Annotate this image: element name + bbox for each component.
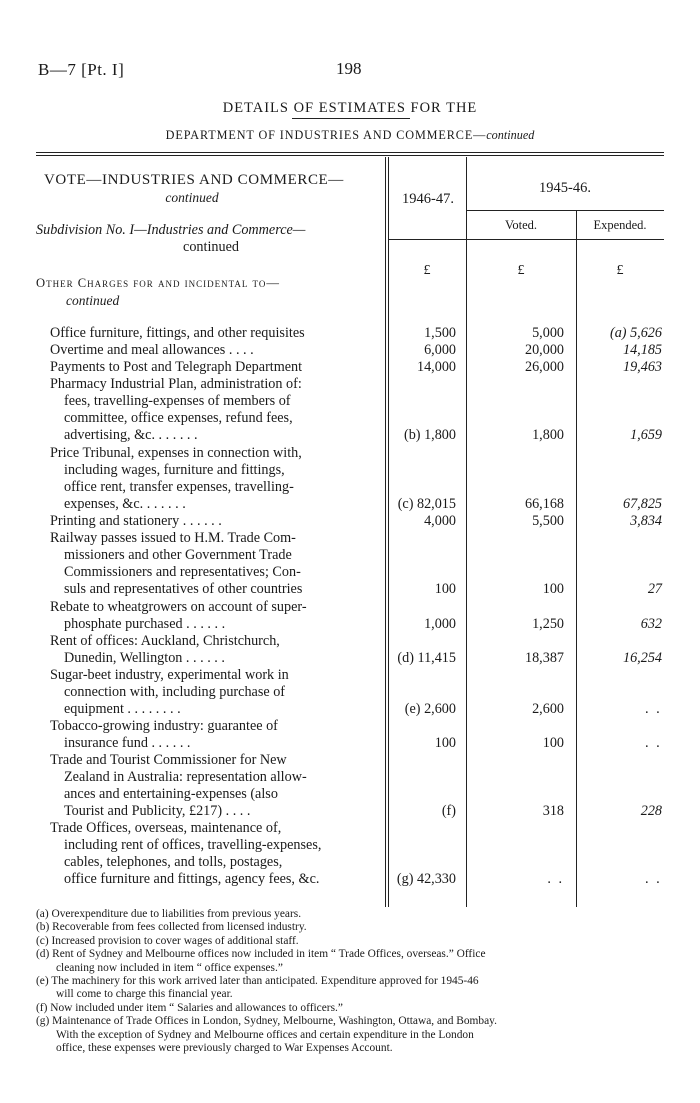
- footnote-line: (d) Rent of Sydney and Melbourne offices now included in item “ Trade Offices, overseas.” Office: [36, 948, 486, 961]
- description-line: Railway passes issued to H.M. Trade Com-: [50, 530, 296, 546]
- estimate-value: 100: [434, 735, 456, 752]
- currency-symbol-3: £: [616, 263, 624, 278]
- description-line: Rebate to wheatgrowers on account of super-: [50, 599, 307, 615]
- department-suffix: continued: [486, 128, 535, 142]
- description-line: Price Tribunal, expenses in connection with,: [50, 445, 302, 461]
- header-bottom-rule: [388, 239, 664, 240]
- expended-value: . .: [645, 701, 662, 718]
- footnote-line: (g) Maintenance of Trade Offices in London, Sydney, Melbourne, Washington, Ottawa, and Bombay.: [36, 1015, 497, 1028]
- col-header-1946-47: 1946-47.: [402, 191, 454, 207]
- currency-symbol-1: £: [423, 263, 431, 278]
- estimate-value: 14,000: [416, 359, 456, 375]
- currency-symbol-2: £: [517, 263, 525, 278]
- voted-value: 26,000: [524, 359, 564, 375]
- col-header-expended: Expended.: [593, 218, 647, 232]
- description-line: missioners and other Government Trade: [64, 547, 292, 564]
- table-row-description: [50, 325, 374, 342]
- expended-value: 632: [640, 616, 662, 633]
- footnote-line: (e) The machinery for this work arrived later than anticipated. Expenditure approved for 1945-46: [36, 975, 479, 988]
- column-divider-3: [576, 210, 577, 907]
- description-line: office furniture and fittings, agency fees, &c.: [64, 871, 320, 888]
- expended-value: 1,659: [630, 427, 662, 444]
- voted-value: . .: [547, 871, 564, 888]
- description-line: Tobacco-growing industry: guarantee of: [50, 718, 278, 734]
- description-line: connection with, including purchase of: [64, 684, 286, 701]
- description-line: equipment . . . . . . . .: [64, 701, 181, 718]
- table-row-description: [50, 342, 374, 359]
- description-line: office rent, transfer expenses, travelling-: [64, 479, 294, 496]
- description-line: insurance fund . . . . . .: [64, 735, 191, 752]
- description-line: Sugar-beet industry, experimental work in: [50, 667, 289, 683]
- expended-value: 3,834: [630, 513, 662, 529]
- description-line: Overtime and meal allowances . . . .: [50, 342, 254, 358]
- footnote-line: With the exception of Sydney and Melbourne offices and certain expenditure in the London: [56, 1028, 474, 1041]
- footnote-line: (a) Overexpenditure due to liabilities from previous years.: [36, 908, 302, 920]
- estimate-value: (d) 11,415: [397, 650, 456, 667]
- voted-value: 2,600: [532, 701, 564, 718]
- estimate-value: 1,000: [424, 616, 456, 633]
- page-code: B—7 [Pt. I]: [38, 60, 125, 79]
- estimate-value: (e) 2,600: [404, 701, 456, 718]
- expended-value: 19,463: [622, 359, 662, 375]
- voted-value: 100: [542, 735, 564, 752]
- page-title: DETAILS OF ESTIMATES FOR THE: [222, 100, 478, 116]
- footnotes: [36, 908, 672, 1055]
- voted-value: 5,500: [532, 513, 564, 529]
- year-group-rule: [466, 210, 664, 211]
- description-line: expenses, &c. . . . . . .: [64, 496, 186, 513]
- description-line: Pharmacy Industrial Plan, administration of:: [50, 376, 302, 392]
- description-line: Dunedin, Wellington . . . . . .: [64, 650, 225, 667]
- description-line: including rent of offices, travelling-expenses,: [64, 837, 322, 854]
- expended-value: . .: [645, 871, 662, 888]
- footnote-line: cleaning now included in item “ office expenses.”: [56, 961, 283, 974]
- description-line: Commissioners and representatives; Con-: [64, 564, 301, 581]
- description-line: Zealand in Australia: representation allow-: [64, 769, 307, 786]
- description-line: Trade and Tourist Commissioner for New: [50, 752, 287, 768]
- footnote-line: (f) Now included under item “ Salaries and allowances to officers.”: [36, 1001, 343, 1014]
- description-line: Office furniture, fittings, and other requisites: [50, 325, 305, 341]
- estimate-value: (f): [441, 803, 456, 820]
- description-line: advertising, &c. . . . . . .: [64, 427, 198, 444]
- col-group-header-1945-46: 1945-46.: [539, 180, 591, 196]
- estimate-value: 4,000: [424, 513, 456, 529]
- table-row-description: [50, 359, 374, 376]
- footnote-line: (b) Recoverable from fees collected from licensed industry.: [36, 921, 307, 934]
- estimate-value: (g) 42,330: [396, 871, 456, 888]
- voted-value: 18,387: [524, 650, 564, 667]
- estimate-value: 1,500: [424, 325, 456, 341]
- col-header-voted: Voted.: [504, 218, 538, 232]
- department-name: DEPARTMENT OF INDUSTRIES AND COMMERCE—: [165, 128, 487, 142]
- description-line: committee, office expenses, refund fees,: [64, 410, 293, 427]
- footnote-line: office, these expenses were previously charged to War Expenses Account.: [56, 1042, 393, 1055]
- voted-value: 20,000: [524, 342, 564, 358]
- table-top-rule: [36, 152, 664, 153]
- table-row-description: [50, 667, 374, 718]
- subdivision-label: Subdivision No. I—Industries and Commerce—: [36, 222, 306, 238]
- estimate-value: 6,000: [424, 342, 456, 358]
- vote-title: VOTE—INDUSTRIES AND COMMERCE—: [44, 172, 344, 188]
- estimate-value: (b) 1,800: [403, 427, 456, 444]
- table-row-description: [50, 599, 374, 633]
- table-row-description: [50, 752, 374, 820]
- description-line: cables, telephones, and tolls, postages,: [64, 854, 283, 871]
- description-line: phosphate purchased . . . . . .: [64, 616, 226, 633]
- voted-value: 318: [542, 803, 564, 820]
- table-row-description: [50, 718, 374, 752]
- charges-label: Other Charges for and incidental to—: [36, 276, 280, 290]
- description-line: Printing and stationery . . . . . .: [50, 513, 222, 529]
- footnote-line: will come to charge this financial year.: [56, 988, 233, 1001]
- expended-value: 14,185: [622, 342, 662, 358]
- voted-value: 5,000: [532, 325, 564, 341]
- table-row-description: [50, 530, 374, 598]
- expended-value: 228: [640, 803, 662, 820]
- expended-value: 27: [647, 581, 662, 598]
- estimate-value: 100: [434, 581, 456, 598]
- table-row-description: [50, 633, 374, 667]
- voted-value: 1,800: [532, 427, 564, 444]
- table-row-description: [50, 513, 374, 530]
- expended-value: . .: [645, 735, 662, 752]
- vote-title-suffix: continued: [165, 190, 219, 205]
- expended-value: 16,254: [622, 650, 662, 667]
- expended-value: (a) 5,626: [609, 325, 662, 341]
- description-line: including wages, furniture and fittings,: [64, 462, 285, 479]
- description-line: fees, travelling-expenses of members of: [64, 393, 291, 410]
- voted-value: 66,168: [524, 496, 564, 513]
- description-line: suls and representatives of other countries: [64, 581, 303, 598]
- description-line: Payments to Post and Telegraph Department: [50, 359, 303, 375]
- description-line: Tourist and Publicity, £217) . . . .: [64, 803, 251, 820]
- subdivision-suffix: continued: [183, 239, 239, 255]
- description-line: Rent of offices: Auckland, Christchurch,: [50, 633, 280, 649]
- table-top-rule-2: [36, 155, 664, 156]
- department-heading: [0, 128, 700, 143]
- estimate-value: (c) 82,015: [397, 496, 456, 513]
- table-row-description: [50, 445, 374, 513]
- charges-suffix: continued: [66, 293, 120, 308]
- column-divider-1: [385, 157, 386, 907]
- description-line: Trade Offices, overseas, maintenance of,: [50, 820, 282, 836]
- table-row-description: [50, 376, 374, 444]
- table-row-description: [50, 820, 374, 888]
- title-rule: [292, 118, 410, 119]
- footnote-line: (c) Increased provision to cover wages of additional staff.: [36, 934, 299, 947]
- description-line: ances and entertaining-expenses (also: [64, 786, 278, 803]
- expended-value: 67,825: [622, 496, 662, 513]
- voted-value: 100: [542, 581, 564, 598]
- voted-value: 1,250: [532, 616, 564, 633]
- page-number: 198: [336, 59, 362, 78]
